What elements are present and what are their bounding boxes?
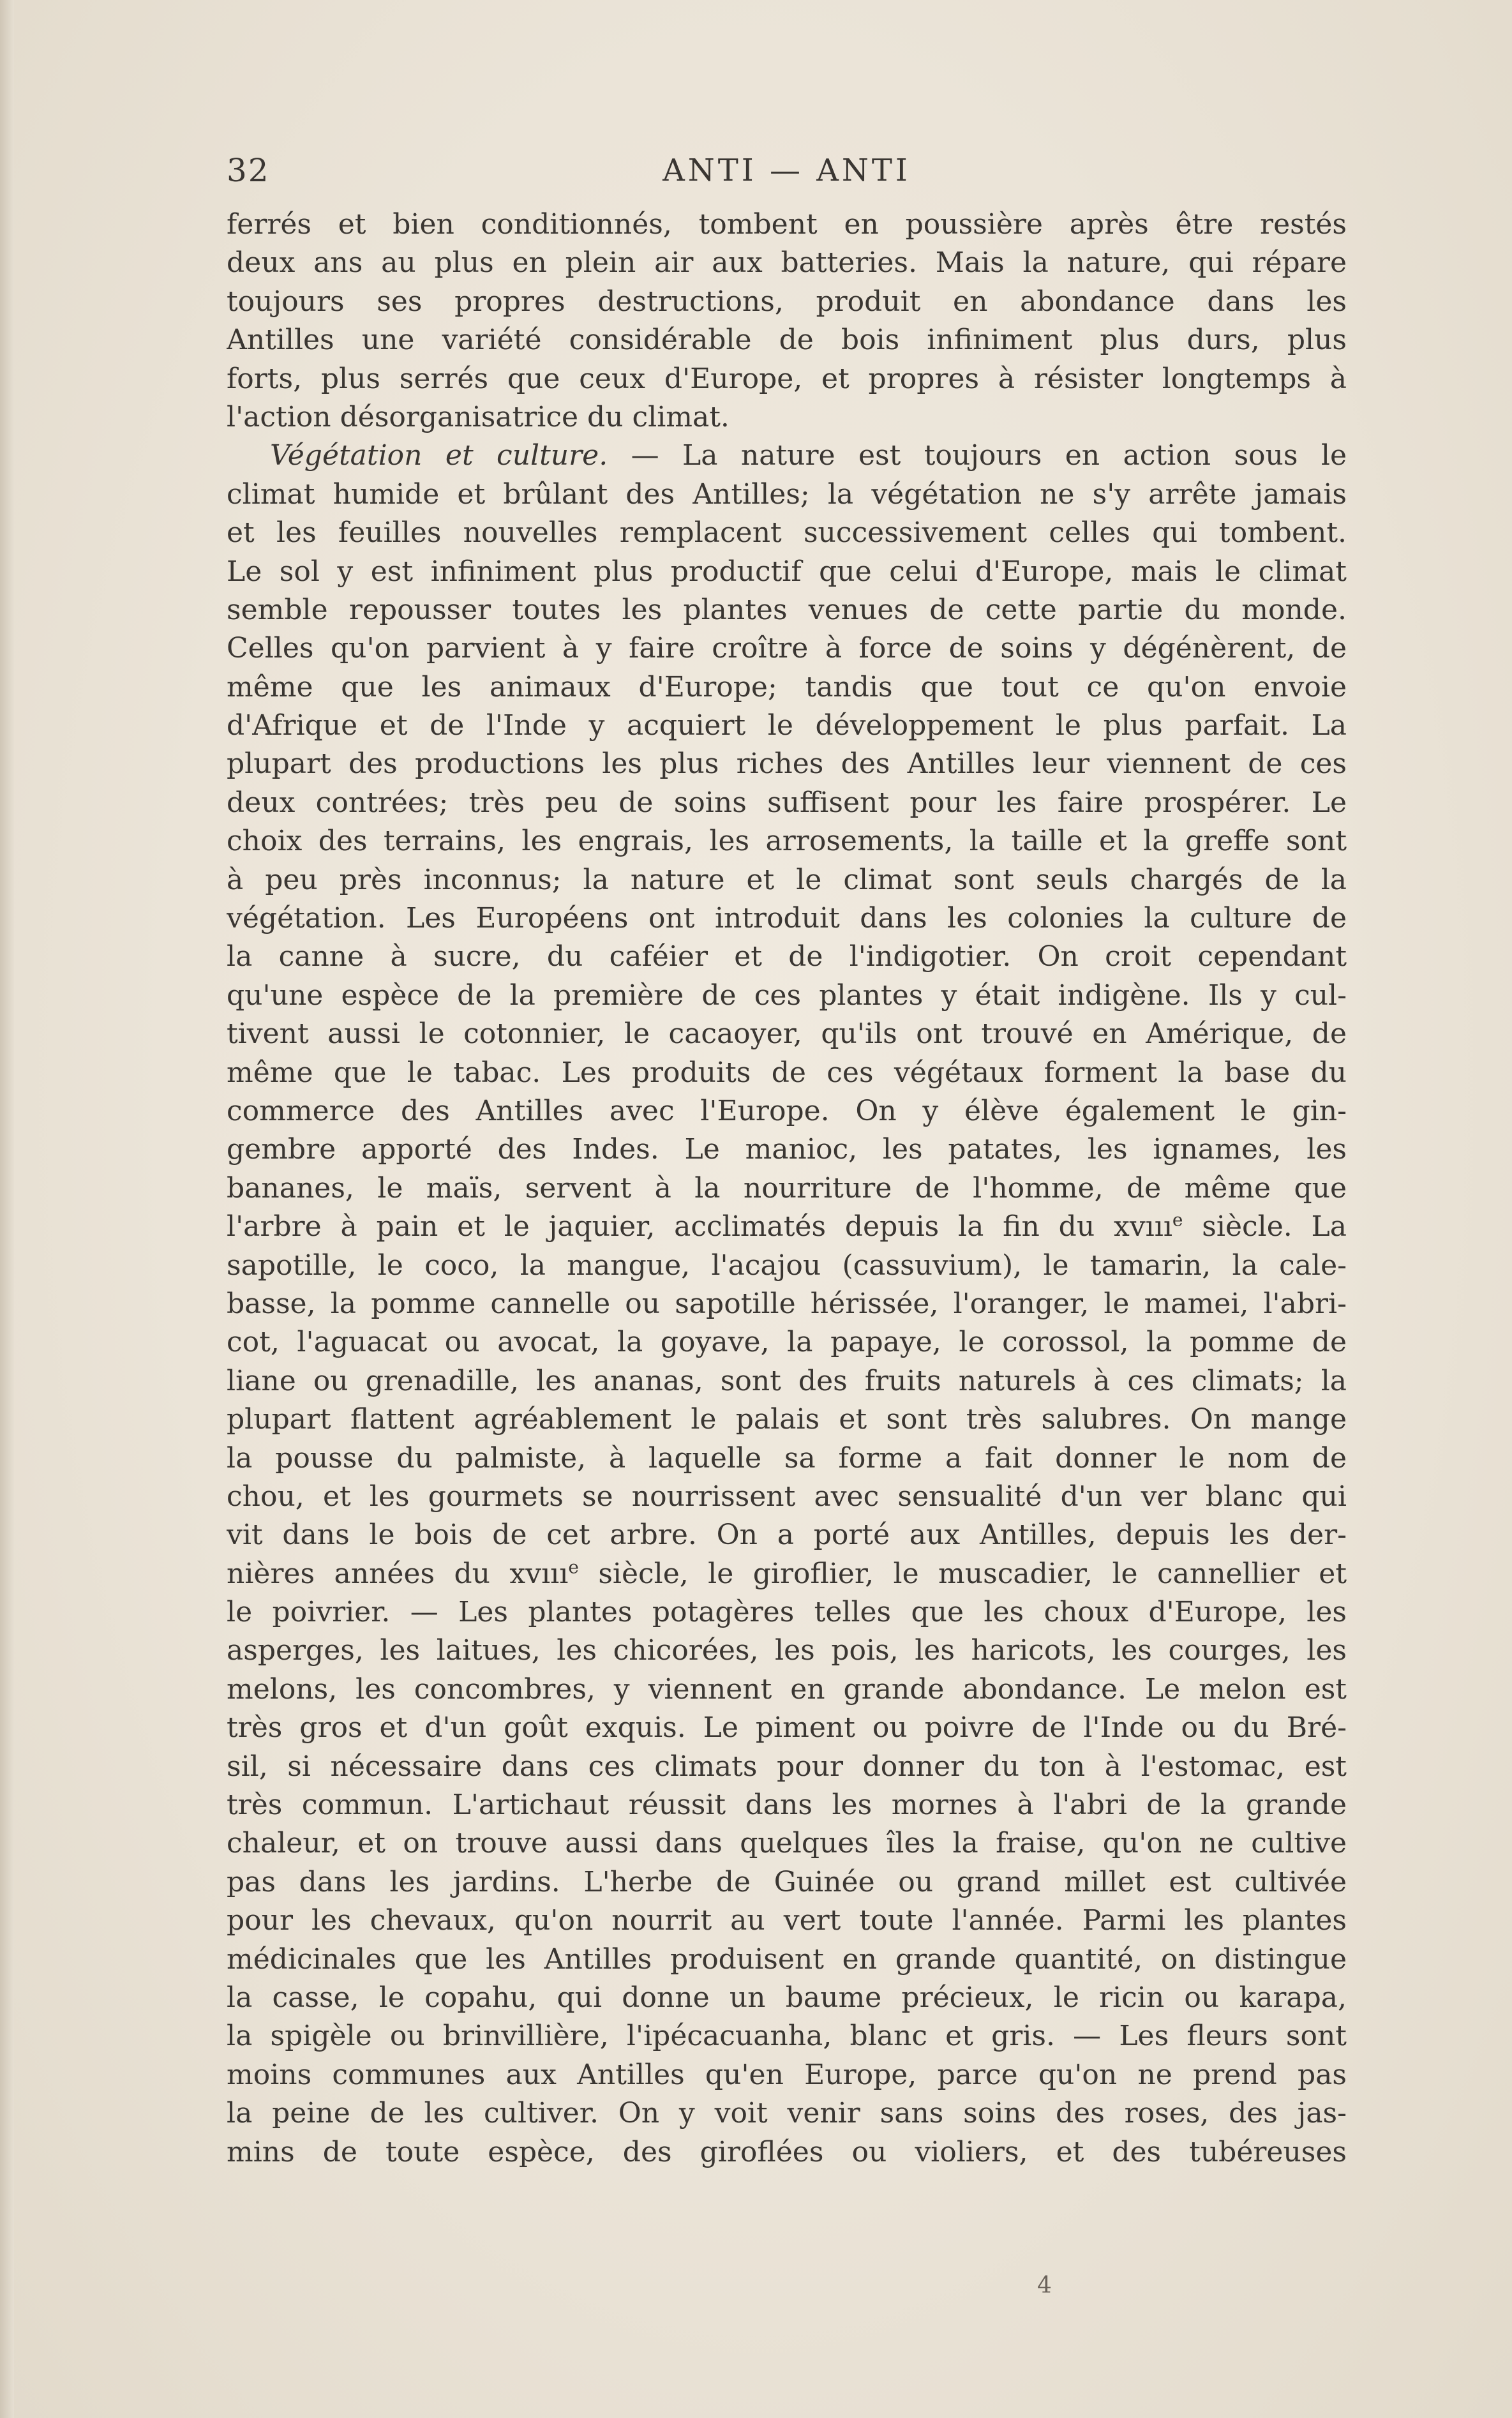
text-line: plupart flattent agréablement le palais et sont très salubres. On mange [227, 1403, 1347, 1436]
text-line: climat humide et brûlant des Antilles; la végétation ne s'y arrête jamais [227, 477, 1347, 511]
text-line: chou, et les gourmets se nourrissent avec sensualité d'un ver blanc qui [227, 1480, 1347, 1513]
text-line: semble repousser toutes les plantes venues de cette partie du monde. [227, 593, 1347, 626]
section-heading-line [227, 437, 1347, 475]
text-line: et les feuilles nouvelles remplacent successivement celles qui tombent. [227, 516, 1347, 550]
text-line: Celles qu'on parvient à y faire croître à force de soins y dégénèrent, de [227, 632, 1347, 665]
text-line [227, 1208, 1347, 1246]
text-span: siècle. La [1183, 1210, 1347, 1243]
page-binding-edge [0, 0, 14, 2418]
text-line: la spigèle ou brinvillière, l'ipécacuanha, blanc et gris. — Les fleurs sont [227, 2020, 1347, 2053]
page-header [227, 148, 1347, 193]
text-line: cot, l'aguacat ou avocat, la goyave, la papaye, le corossol, la pomme de [227, 1326, 1347, 1359]
text-line: sapotille, le coco, la mangue, l'acajou (cassuvium), le tamarin, la cale- [227, 1249, 1347, 1282]
text-line: la peine de les cultiver. On y voit venir sans soins des roses, des jas- [227, 2097, 1347, 2130]
text-line: moins communes aux Antilles qu'en Europe, parce qu'on ne prend pas [227, 2058, 1347, 2091]
superscript: e [568, 1556, 579, 1578]
text-line: tivent aussi le cotonnier, le cacaoyer, qu'ils ont trouvé en Amérique, de [227, 1018, 1347, 1051]
text-line: le poivrier. — Les plantes potagères telles que les choux d'Europe, les [227, 1596, 1347, 1629]
text-line: sil, si nécessaire dans ces climats pour donner du ton à l'estomac, est [227, 1750, 1347, 1783]
text-line: mins de toute espèce, des giroflées ou violiers, et des tubéreuses [227, 2135, 1347, 2168]
text-line: la pousse du palmiste, à laquelle sa forme a fait donner le nom de [227, 1441, 1347, 1475]
text-line: d'Afrique et de l'Inde y acquiert le développement le plus parfait. La [227, 709, 1347, 742]
text-span: nières années du xvııı [227, 1557, 569, 1590]
text-line: commerce des Antilles avec l'Europe. On y élève également le gin- [227, 1094, 1347, 1127]
text-line: l'action désorganisatrice du climat. [227, 400, 730, 433]
text-line: pour les chevaux, qu'on nourrit au vert toute l'année. Parmi les plantes [227, 1904, 1347, 1937]
text-line: qu'une espèce de la première de ces plantes y était indigène. Ils y cul- [227, 979, 1347, 1012]
section-heading: Végétation et culture. [270, 439, 608, 472]
text-line: végétation. Les Européens ont introduit dans les colonies la culture de [227, 902, 1347, 935]
superscript: e [1172, 1209, 1183, 1231]
signature-mark: 4 [1037, 2272, 1052, 2299]
text-line: liane ou grenadille, les ananas, sont des fruits naturels à ces climats; la [227, 1364, 1347, 1397]
text-line: ferrés et bien conditionnés, tombent en poussière après être restés [227, 208, 1347, 241]
text-line: forts, plus serrés que ceux d'Europe, et propres à résister longtemps à [227, 362, 1347, 395]
text-line: même que le tabac. Les produits de ces végétaux forment la base du [227, 1056, 1347, 1089]
text-line: Antilles une variété considérable de bois infiniment plus durs, plus [227, 324, 1347, 357]
text-line: melons, les concombres, y viennent en grande abondance. Le melon est [227, 1672, 1347, 1706]
text-line: médicinales que les Antilles produisent en grande quantité, on distingue [227, 1942, 1347, 1976]
text-span: siècle, le giroflier, le muscadier, le cannellier et [578, 1557, 1347, 1590]
text-span: l'arbre à pain et le jaquier, acclimatés depuis la fin du xvııı [227, 1210, 1172, 1243]
text-line [227, 1555, 1347, 1593]
text-line: basse, la pomme cannelle ou sapotille hérissée, l'oranger, le mamei, l'abri- [227, 1287, 1347, 1320]
text-line: la casse, le copahu, qui donne un baume précieux, le ricin ou karapa, [227, 1981, 1347, 2014]
text-line: Le sol y est infiniment plus productif que celui d'Europe, mais le climat [227, 555, 1347, 588]
text-line: asperges, les laitues, les chicorées, les pois, les haricots, les courges, les [227, 1634, 1347, 1667]
text-line: toujours ses propres destructions, produit en abondance dans les [227, 285, 1347, 318]
body-text [227, 206, 1347, 2172]
running-head: ANTI — ANTI [662, 153, 911, 188]
text-line: bananes, le maïs, servent à la nourriture de l'homme, de même que [227, 1171, 1347, 1205]
text-line: à peu près inconnus; la nature et le climat sont seuls chargés de la [227, 863, 1347, 896]
text-line: plupart des productions les plus riches des Antilles leur viennent de ces [227, 747, 1347, 781]
text-line: choix des terrains, les engrais, les arrosements, la taille et la greffe sont [227, 825, 1347, 858]
text-line: chaleur, et on trouve aussi dans quelques îles la fraise, qu'on ne cultive [227, 1827, 1347, 1860]
text-line: pas dans les jardins. L'herbe de Guinée ou grand millet est cultivée [227, 1865, 1347, 1898]
text-line: gembre apporté des Indes. Le manioc, les patates, les ignames, les [227, 1133, 1347, 1166]
text-line: la canne à sucre, du caféier et de l'indigotier. On croit cependant [227, 940, 1347, 973]
text-line: même que les animaux d'Europe; tandis que tout ce qu'on envoie [227, 670, 1347, 703]
page-number: 32 [227, 152, 270, 189]
text-span: — La nature est toujours en action sous le [608, 439, 1347, 472]
text-line: très gros et d'un goût exquis. Le piment ou poivre de l'Inde ou du Bré- [227, 1711, 1347, 1745]
text-line: deux ans au plus en plein air aux batteries. Mais la nature, qui répare [227, 246, 1347, 280]
text-line: très commun. L'artichaut réussit dans les mornes à l'abri de la grande [227, 1789, 1347, 1822]
text-line: vit dans le bois de cet arbre. On a porté aux Antilles, depuis les der- [227, 1519, 1347, 1552]
text-line: deux contrées; très peu de soins suffisent pour les faire prospérer. Le [227, 786, 1347, 819]
